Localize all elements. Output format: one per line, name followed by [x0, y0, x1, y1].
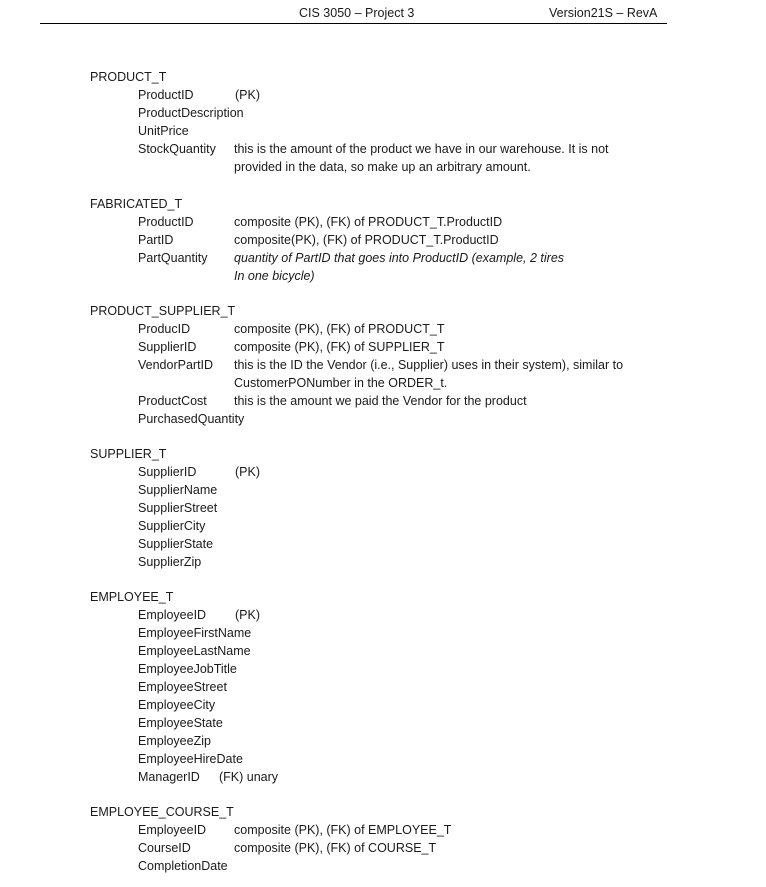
field-name: SupplierID	[138, 340, 197, 354]
table-name: FABRICATED_T	[90, 197, 183, 211]
field-note: (PK)	[235, 88, 260, 102]
field-row	[0, 322, 766, 340]
field-note-continued: provided in the data, so make up an arbitrary amount.	[234, 160, 531, 174]
field-name: EmployeeZip	[138, 734, 211, 748]
field-name: ProductID	[138, 88, 194, 102]
field-name: ManagerID	[138, 770, 200, 784]
field-row	[0, 465, 766, 483]
table-name: SUPPLIER_T	[90, 447, 167, 461]
field-row	[0, 269, 766, 287]
field-row	[0, 734, 766, 752]
field-note: this is the amount of the product we have in our warehouse. It is not	[234, 142, 609, 156]
field-row	[0, 106, 766, 124]
field-row	[0, 142, 766, 160]
field-name: ProductID	[138, 215, 194, 229]
field-row	[0, 662, 766, 680]
field-row	[0, 823, 766, 841]
field-note-continued: CustomerPONumber in the ORDER_t.	[234, 376, 448, 390]
field-name: EmployeeState	[138, 716, 223, 730]
field-name: SupplierID	[138, 465, 197, 479]
field-name: ProductDescription	[138, 106, 244, 120]
field-name: EmployeeFirstName	[138, 626, 252, 640]
field-name: PurchasedQuantity	[138, 412, 245, 426]
field-row	[0, 555, 766, 573]
field-name: VendorPartID	[138, 358, 214, 372]
field-row	[0, 770, 766, 788]
field-note: composite(PK), (FK) of PRODUCT_T.ProductID	[234, 233, 499, 247]
field-name: SupplierZip	[138, 555, 202, 569]
field-row	[0, 519, 766, 537]
field-row	[0, 501, 766, 519]
field-name: UnitPrice	[138, 124, 189, 138]
field-name: EmployeeID	[138, 608, 207, 622]
field-row	[0, 88, 766, 106]
field-row	[0, 859, 766, 877]
field-name: SupplierState	[138, 537, 214, 551]
field-row	[0, 124, 766, 142]
field-note: (PK)	[235, 465, 260, 479]
field-row	[0, 215, 766, 233]
field-name: SupplierCity	[138, 519, 206, 533]
field-name: EmployeeCity	[138, 698, 216, 712]
field-name: PartID	[138, 233, 174, 247]
field-note-continued: In one bicycle)	[234, 269, 315, 283]
field-note: this is the amount we paid the Vendor for the product	[234, 394, 527, 408]
field-row	[0, 376, 766, 394]
header-version: Version21S – RevA	[549, 6, 658, 20]
field-row	[0, 358, 766, 376]
table-name: EMPLOYEE_T	[90, 590, 174, 604]
header-title: CIS 3050 – Project 3	[299, 6, 415, 20]
field-row	[0, 412, 766, 430]
field-name: PartQuantity	[138, 251, 208, 265]
field-note: composite (PK), (FK) of SUPPLIER_T	[234, 340, 445, 354]
field-row	[0, 537, 766, 555]
field-name: CourseID	[138, 841, 191, 855]
field-row	[0, 608, 766, 626]
field-note: (PK)	[235, 608, 260, 622]
field-note: (FK) unary	[219, 770, 279, 784]
field-note: composite (PK), (FK) of PRODUCT_T	[234, 322, 445, 336]
field-row	[0, 483, 766, 501]
field-name: SupplierStreet	[138, 501, 218, 515]
field-row	[0, 160, 766, 178]
field-row	[0, 340, 766, 358]
table-name: PRODUCT_SUPPLIER_T	[90, 304, 236, 318]
field-row	[0, 752, 766, 770]
field-row	[0, 233, 766, 251]
table-name: PRODUCT_T	[90, 70, 167, 84]
field-row	[0, 251, 766, 269]
table-name: EMPLOYEE_COURSE_T	[90, 805, 234, 819]
field-note: composite (PK), (FK) of EMPLOYEE_T	[234, 823, 452, 837]
field-name: ProducID	[138, 322, 191, 336]
field-note: composite (PK), (FK) of COURSE_T	[234, 841, 437, 855]
field-note: quantity of PartID that goes into ProductID (example, 2 tires	[234, 251, 565, 265]
field-row	[0, 680, 766, 698]
field-row	[0, 644, 766, 662]
field-name: CompletionDate	[138, 859, 228, 873]
field-row	[0, 394, 766, 412]
field-name: EmployeeHireDate	[138, 752, 243, 766]
field-name: StockQuantity	[138, 142, 216, 156]
field-name: EmployeeLastName	[138, 644, 251, 658]
field-name: EmployeeStreet	[138, 680, 227, 694]
field-name: EmployeeJobTitle	[138, 662, 237, 676]
field-row	[0, 841, 766, 859]
field-row	[0, 698, 766, 716]
field-note: this is the ID the Vendor (i.e., Supplier) uses in their system), similar to	[234, 358, 624, 372]
field-note: composite (PK), (FK) of PRODUCT_T.ProductID	[234, 215, 503, 229]
field-row	[0, 626, 766, 644]
field-name: EmployeeID	[138, 823, 207, 837]
field-row	[0, 716, 766, 734]
field-name: SupplierName	[138, 483, 218, 497]
field-name: ProductCost	[138, 394, 207, 408]
